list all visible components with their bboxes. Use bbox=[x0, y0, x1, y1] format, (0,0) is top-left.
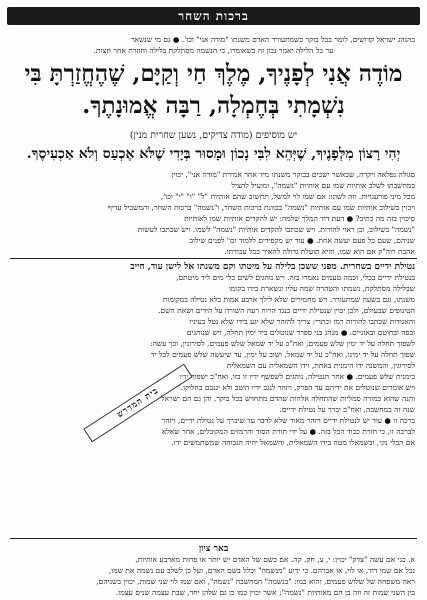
segula-line: מכל מיני פורענויות. וזה לשונו: אם שמו לוי למשל, תחשוב שהם אותיות "ל" "ו" "י" וכו', bbox=[160, 192, 415, 201]
netilat-line: שפוך תחלה על יד ימינו, ואח"כ על יד שמאל, ושוב על ימין, עד שיעשה שלש פעמים לכל יד bbox=[151, 350, 415, 359]
modeh-ani-line: נִשְׁמָתִי בְּחֶמְלָה, רַבָּה אֱמוּנָתֶךָ. bbox=[82, 92, 345, 119]
netilat-line: לסירוגין, והמשנה ידו הימנית באחת, וידו השמאלית עם השמאלית bbox=[226, 361, 415, 370]
segula-line: ויכוין בשילוב אותיות שמו עם אותיות "נשמה" בכוונת ברכות השחר, ו"נשמה" ברכות השחר, והמשכיל עדיף bbox=[107, 203, 415, 212]
footnote-line: ראה משפחה של שלוש פעמים, והוא כמו: "בנשמה" המחשבה "נשמה", ואם שמו לוי שני שמות, יכוין בשניהם, bbox=[96, 577, 415, 586]
footnote-divider bbox=[10, 538, 417, 539]
netilat-line: ויש אומרים שנוטלים את ידיהם עד הפרק, ויזהר לנגב ידיו היטב ולא ינגבם בחלוקו. bbox=[180, 383, 415, 392]
modeh-ani-line: מוֹדֶה אֲנִי לְפָנֶיךָ, מֶלֶךְ חַי וְקַיָּם, שֶׁהֶחֱזַרְתָּ בִּי bbox=[24, 60, 403, 87]
section-title: ברכות השחר bbox=[178, 9, 249, 23]
addition-note: יש מוסיפים (מודה צדיקים, נשען שחרית מנין) bbox=[129, 130, 298, 141]
segula-line: סגולה נפלאה ויקרה, שכאשר ישכים בבוקר משנתו מיד אחר אמירת "מודה אני", יכוין bbox=[171, 170, 415, 179]
netilat-line: לשפוך תחלה על יד ימין שלש פעמים, ואח"כ על יד שמאל שלש פעמים, לסירוגין, וכך עשה: bbox=[150, 339, 415, 348]
netilat-line: שבלילה מסתלקת, נשמתו והטהרה שמה עליו ונשארת בידו בקומו bbox=[229, 284, 415, 293]
footnote-line: א. כגי אם עשה "צדק" יכוין: י, צ, חק. קה. אם כשם של האדם יש יותר או פחות מארבע אותיות, bbox=[135, 555, 415, 564]
netilat-line: שנה זה במחשבה, ואח"כ יברך על נטילת ידיים. bbox=[279, 405, 415, 414]
netilat-line: אם הכלי נקי, ובשמאלו מטה בידו השמאלית, והשמאל יהיה הגבוהה שמשתמשים ידו. bbox=[171, 438, 415, 447]
netilat-line: ובפה ובחוטם ובאזניים. ● מנהג בני ספרד שנוטלים ביד ימין תחלה, ויש שנוהגים bbox=[186, 328, 415, 337]
segula-line: במחשבתו לשלב אותיות שמו עם אותיות "נשמה", ומועיל להציל bbox=[231, 181, 415, 190]
intro-line: בהנהג ישראל קדושים, לומר בכל בוקר כשמתעורר האדם משנתו "מודה אני" וכו'. ● גם מי שנשאר bbox=[130, 35, 415, 44]
segula-line: אהבת רוה"ק אם הוא שמו, והיא תועלת גדולה להאיר בכל עבודתו. bbox=[224, 247, 415, 256]
netilat-line: משנתו, וגם בשעה שמתעורר. ויש מחמירים שלא לילך ארבע אמות בלא נטילה במקומות bbox=[162, 295, 415, 304]
intro-line: ער כל הלילה יאמר נכון זה כשאומרו, כי הנשמה מסתלקת בלילה וחוזרת אחר חצות. bbox=[93, 46, 334, 55]
netilat-line: בימנית שלש פעמים. ● אחר הנטילה, נוהגים לשפשף ידיו זו בזו, ואח"כ ישפוך ידיו bbox=[179, 372, 415, 381]
section-divider bbox=[10, 258, 417, 259]
segula-line: סיכוין בזה מה כתיב? ● דעת דוד המלך שלמה: יש להקדים אותיות שמו לאותיות bbox=[184, 214, 415, 223]
yehi-ratzon-line: יְהִי רָצוֹן מִלְּפָנֶיךָ, שֶׁיְּהֵא לִבִּי נָכוֹן וּמָסוּר בְּיָדִי שֶׁלֹּא אֶכְעַס וְלֹא אַכְעִיסֶךָ. bbox=[26, 146, 401, 162]
footnote-line: בין השני שמות זה וזה בן הם מאותיות "נשמה"; אשר יכוין כמו כן גם שלהן יחד, שבת עצמה שנים עצמו. bbox=[115, 588, 415, 597]
netilat-line: לברכה זו, כי חזרת כבוד הכל בזה. ● על ידי תורת הסוד והרמזים המקובלים, אחר שאלא bbox=[161, 427, 415, 436]
netilat-line: והאגודות שכתבו להורות רמז וכתרי: צריך להזהר שלא יגע בידו שלא נטל בעיניו bbox=[189, 317, 415, 326]
netilat-line: והנה שהוא כמורה סמליות שהתחלה אלהות שהדם מתחדש בכל בוקר, והן גם הם ישראל bbox=[161, 394, 415, 403]
library-stamp: בית המדרש bbox=[83, 364, 192, 443]
netilat-line: הטינופים שבעולם, ולכן יכוין שנטילת ידיים כנגד הרוח רעה השורה על הידים ושאת השם. bbox=[158, 306, 415, 315]
footnote-line: נכל אם שמו דוד, או לוי, או אברהם. כי ידוע "מנשמה" וכלל בשם האדם, ועל כן לשלב עם נשמה את שמו, bbox=[108, 566, 415, 575]
segula-line: "נשמה" בשילוב, וכן ראוי להורות. ויש שכתבו להקדים אותיות "נשמה" לשמו. ויש שכתבו לעשות bbox=[137, 225, 415, 234]
netilat-line: בנטילת ידיים בכלי, וכמה טעמים נאמרו בזה. ויש נוהגים לשים כלי מים ליד מיטתם, bbox=[176, 273, 415, 282]
section-header-bar bbox=[7, 7, 420, 25]
segula-line: שניהם, שעם כל פעם יעשה אחת. ● עוד יש מקפידים ללמוד וכו' לפנים שילוב bbox=[189, 236, 415, 245]
netilat-line: ברכה זו ● עוד יש לנטילת ידיים ויזהר מאוד שלא לדבר עד שיברך על נטילת ידיים, ויזהר bbox=[161, 416, 415, 425]
footnote-title: באר ציון bbox=[198, 544, 229, 554]
netilat-line: נטילת ידיים בשחרית. מפני ששכן בלילה על מיטתו וקם משנתו אל לישן עוד, חייב bbox=[130, 262, 415, 272]
